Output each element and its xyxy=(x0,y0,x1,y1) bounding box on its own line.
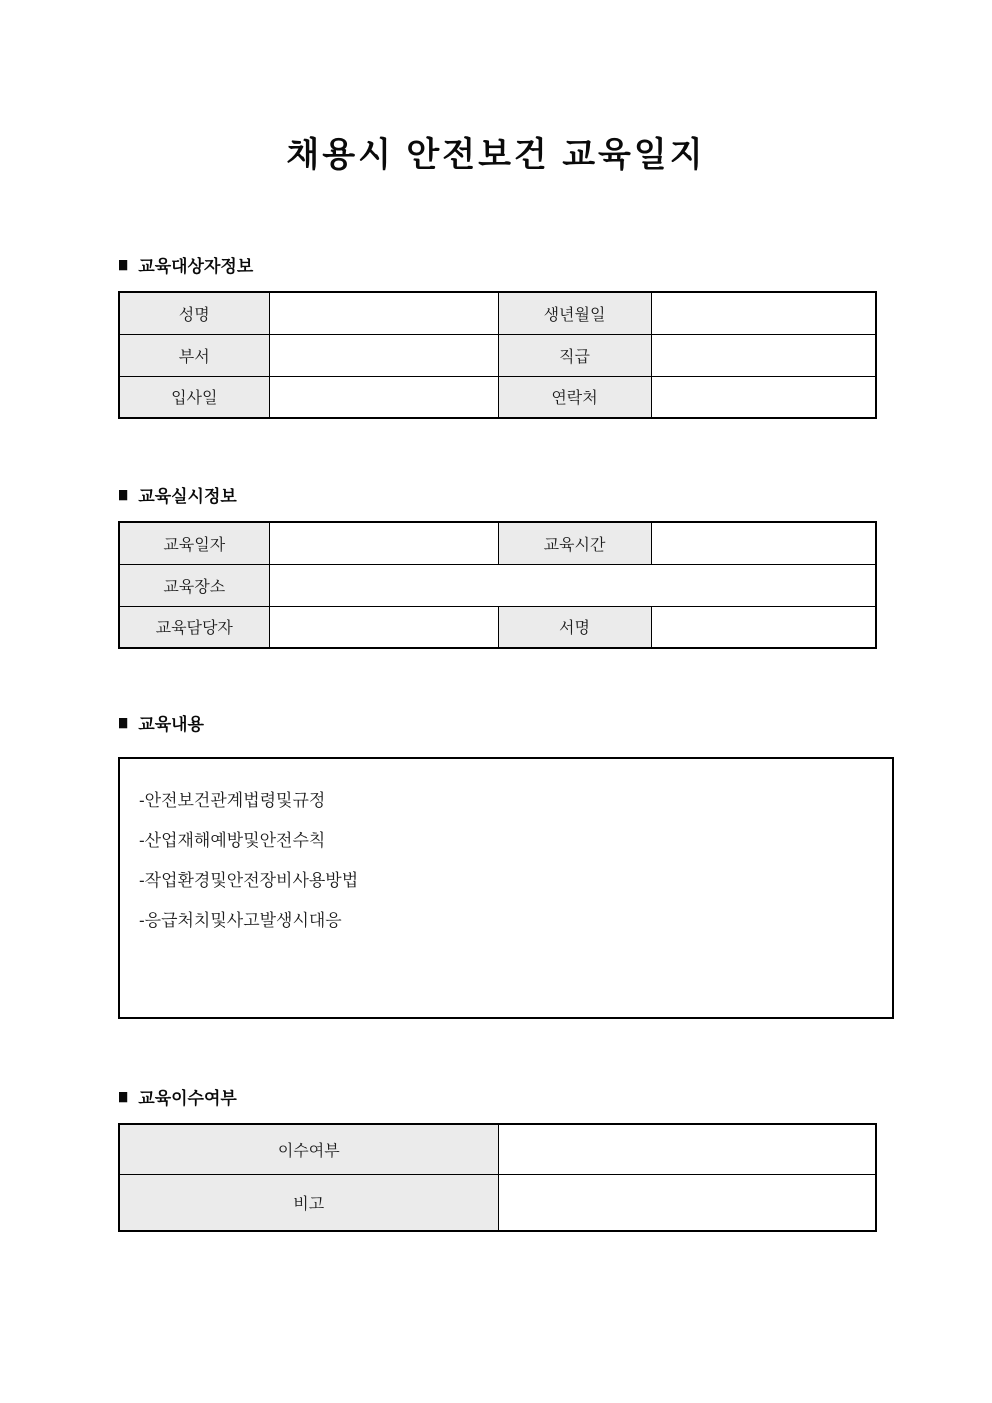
completion-table xyxy=(118,1123,877,1232)
remarks-label-cell: 비고 xyxy=(119,1174,498,1231)
trainer-label-cell: 교육담당자 xyxy=(119,606,269,648)
table-row xyxy=(119,334,876,376)
name-label-cell: 성명 xyxy=(119,292,269,334)
completion-status-value-cell xyxy=(498,1124,876,1174)
content-line: -산업재해예방및안전수칙 xyxy=(139,831,326,850)
position-label-cell: 직급 xyxy=(498,334,651,376)
training-place-label-cell: 교육장소 xyxy=(119,564,269,606)
section-heading-completion xyxy=(118,1085,875,1107)
square-bullet-icon: ■ xyxy=(118,710,129,734)
training-date-value-cell xyxy=(269,522,498,564)
content-line: -작업환경및안전장비사용방법 xyxy=(139,871,359,890)
completion-status-label-cell: 이수여부 xyxy=(119,1124,498,1174)
table-row xyxy=(119,564,876,606)
training-place-value-cell xyxy=(269,564,876,606)
content-line: -응급처치및사고발생시대응 xyxy=(139,911,342,930)
session-info-table xyxy=(118,521,877,649)
department-label-cell: 부서 xyxy=(119,334,269,376)
table-row xyxy=(119,606,876,648)
section-heading-label: 교육내용 xyxy=(138,714,204,734)
hiredate-value-cell xyxy=(269,376,498,418)
training-content-box xyxy=(118,757,894,1019)
section-heading-label: 교육대상자정보 xyxy=(138,256,254,276)
table-row xyxy=(119,292,876,334)
birthdate-label-cell: 생년월일 xyxy=(498,292,651,334)
square-bullet-icon: ■ xyxy=(118,1084,129,1108)
training-time-value-cell xyxy=(651,522,876,564)
square-bullet-icon: ■ xyxy=(118,482,129,506)
signature-value-cell xyxy=(651,606,876,648)
table-row xyxy=(119,522,876,564)
training-time-label-cell: 교육시간 xyxy=(498,522,651,564)
name-value-cell xyxy=(269,292,498,334)
hiredate-label-cell: 입사일 xyxy=(119,376,269,418)
table-row xyxy=(119,376,876,418)
section-heading-label: 교육이수여부 xyxy=(138,1088,237,1108)
birthdate-value-cell xyxy=(651,292,876,334)
training-date-label-cell: 교육일자 xyxy=(119,522,269,564)
table-row xyxy=(119,1174,876,1231)
contact-label-cell: 연락처 xyxy=(498,376,651,418)
square-bullet-icon: ■ xyxy=(118,252,129,276)
section-heading-session-info xyxy=(118,483,875,505)
table-row xyxy=(119,1124,876,1174)
remarks-value-cell xyxy=(498,1174,876,1231)
document-body xyxy=(118,253,875,1232)
signature-label-cell: 서명 xyxy=(498,606,651,648)
trainer-value-cell xyxy=(269,606,498,648)
content-line: -안전보건관계법령및규정 xyxy=(139,791,326,810)
contact-value-cell xyxy=(651,376,876,418)
position-value-cell xyxy=(651,334,876,376)
section-heading-trainee-info xyxy=(118,253,875,275)
section-heading-label: 교육실시정보 xyxy=(138,486,237,506)
section-heading-training-content xyxy=(118,711,875,733)
department-value-cell xyxy=(269,334,498,376)
trainee-info-table xyxy=(118,291,877,419)
page-title: 채용시 안전보건 교육일지 xyxy=(286,136,706,174)
